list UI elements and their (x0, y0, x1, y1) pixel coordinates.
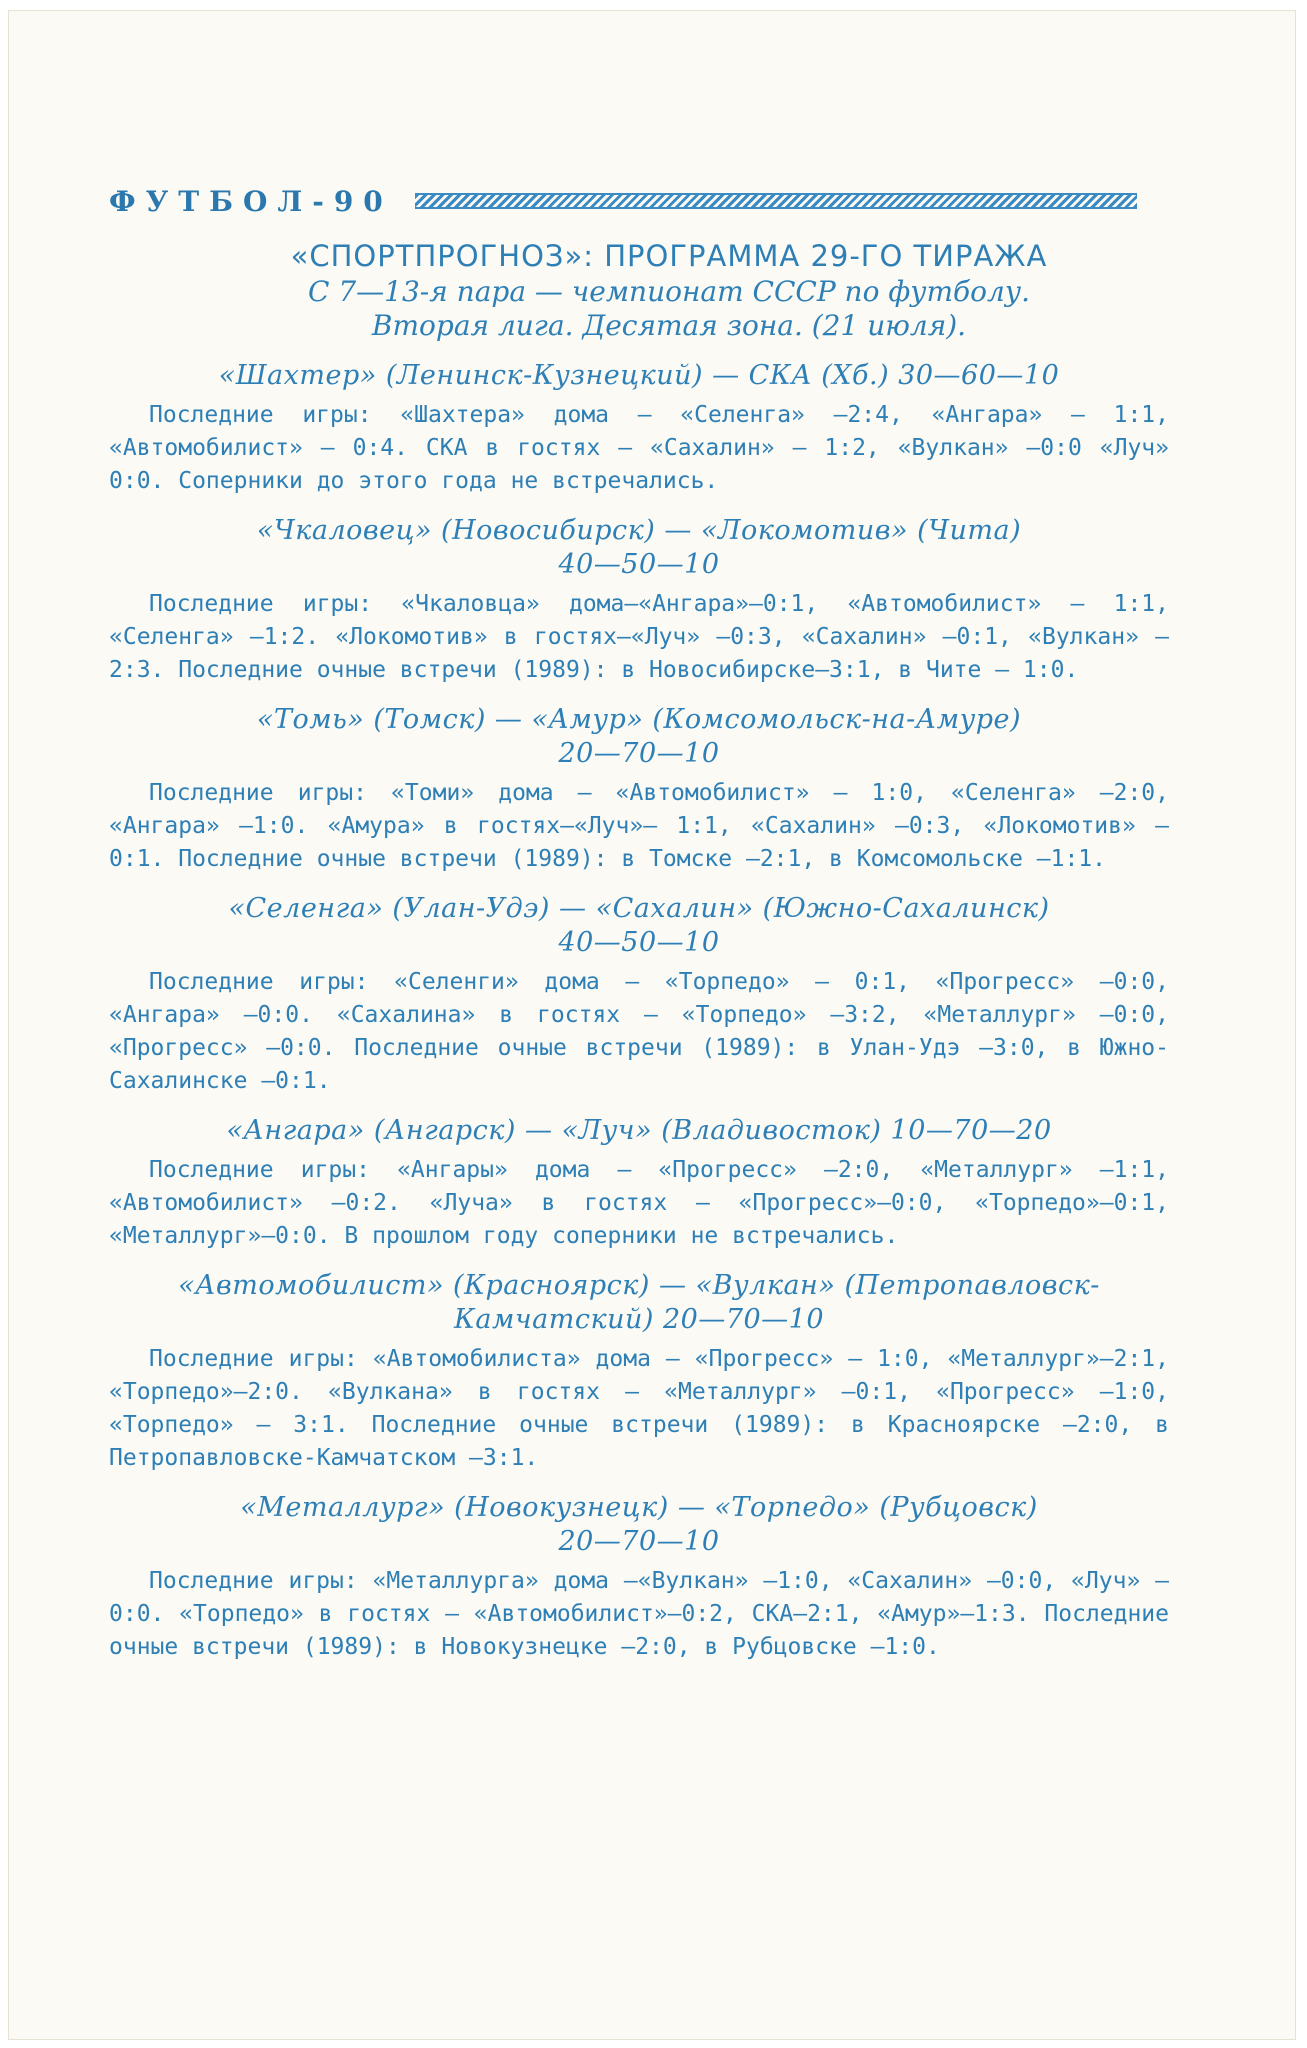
match-teams: «Селенга» (Улан-Удэ) — «Сахалин» (Южно-Сахалинск) (228, 893, 1050, 924)
match-description-text: Последние игры: «Автомобилиста» дома — «Прогресс» — 1:0, «Металлург»—2:1, «Торпедо»—2:0. «Вулкана» в гостях — «Металлург» —0:1, «Прогресс» —1:0, «Торпедо» — 3:1. Последние очные встречи (1989): в Красноярске —2:0, в Петропавловске-Камчатском —3:1. (109, 1346, 1169, 1471)
match-description-text: Последние игры: «Чкаловца» дома—«Ангара»—0:1, «Автомобилист» — 1:1, «Селенга» —1:2. «Локомотив» в гостях—«Луч» —0:3, «Сахалин» —0:1, «Вулкан» — 2:3. Последние очные встречи (1989): в Новосибирске—3:1, в Чите — 1:0. (109, 591, 1169, 683)
match-entry (109, 703, 1169, 876)
match-odds: 40—50—10 (558, 549, 720, 580)
match-teams: «Ангара» (Ангарск) — «Луч» (Владивосток) 10—70—20 (226, 1115, 1052, 1146)
match-entry (109, 892, 1169, 1098)
match-teams: «Шахтер» (Ленинск-Кузнецкий) — СКА (Хб.) 30—60—10 (218, 360, 1060, 391)
match-odds: 20—70—10 (558, 1526, 720, 1557)
match-description-text: Последние игры: «Томи» дома — «Автомобилист» — 1:0, «Селенга» —2:0, «Ангара» —1:0. «Амура» в гостях—«Луч»— 1:1, «Сахалин» —0:3, «Локомотив» —0:1. Последние очные встречи (1989): в Томске —2:1, в Комсомольске —1:1. (109, 780, 1169, 872)
program-title: «СПОРТПРОГНОЗ»: ПРОГРАММА 29-ГО ТИРАЖА (290, 239, 1048, 273)
match-description (109, 1154, 1169, 1253)
document-page (8, 10, 1296, 2040)
match-teams: «Металлург» (Новокузнецк) — «Торпедо» (Рубцовск) (240, 1492, 1038, 1523)
match-entry (109, 1491, 1169, 1664)
header-title: ФУТБОЛ-90 (109, 184, 393, 218)
match-odds: 20—70—10 (558, 738, 720, 769)
match-description (109, 1343, 1169, 1475)
match-entry (109, 1114, 1169, 1253)
match-description (109, 588, 1169, 687)
match-description-text: Последние игры: «Шахтера» дома — «Селенга» —2:4, «Ангара» — 1:1, «Автомобилист» — 0:4. СКА в гостях — «Сахалин» — 1:2, «Вулкан» —0:0 «Луч» 0:0. Соперники до этого года не встречались. (109, 402, 1169, 494)
match-odds: 40—50—10 (558, 927, 720, 958)
match-description-text: Последние игры: «Ангары» дома — «Прогресс» —2:0, «Металлург» —1:1, «Автомобилист» —0:2. «Луча» в гостях — «Прогресс»—0:0, «Торпедо»—0:1, «Металлург»—0:0. В прошлом году соперники не встречались. (109, 1157, 1169, 1249)
match-teams: «Томь» (Томск) — «Амур» (Комсомольск-на-Амуре) (256, 704, 1022, 735)
header-decorative-rule (415, 193, 1137, 209)
match-description (109, 966, 1169, 1098)
match-description (109, 399, 1169, 498)
match-teams: «Автомобилист» (Красноярск) — «Вулкан» (Петропавловск-Камчатский) 20—70—10 (178, 1270, 1100, 1335)
match-entry (109, 514, 1169, 687)
program-subtitle-line2: Вторая лига. Десятая зона. (21 июля). (371, 309, 967, 342)
page-header (109, 179, 1169, 223)
program-subtitle-line1: С 7—13-я пара — чемпионат СССР по футболу. (308, 275, 1030, 308)
match-description-text: Последние игры: «Селенги» дома — «Торпедо» — 0:1, «Прогресс» —0:0, «Ангара» —0:0. «Сахалина» в гостях — «Торпедо» —3:2, «Металлург» —0:0, «Прогресс» —0:0. Последние очные встречи (1989): в Улан-Удэ —3:0, в Южно-Сахалинске —0:1. (109, 969, 1169, 1094)
match-teams: «Чкаловец» (Новосибирск) — «Локомотив» (Чита) (256, 515, 1022, 546)
document-content (109, 179, 1169, 1664)
match-description (109, 777, 1169, 876)
match-entry (109, 359, 1169, 498)
match-description (109, 1565, 1169, 1664)
match-entry (109, 1269, 1169, 1475)
match-description-text: Последние игры: «Металлурга» дома —«Вулкан» —1:0, «Сахалин» —0:0, «Луч» —0:0. «Торпедо» в гостях — «Автомобилист»—0:2, СКА—2:1, «Амур»—1:3. Последние очные встречи (1989): в Новокузнецке —2:0, в Рубцовске —1:0. (109, 1568, 1169, 1660)
